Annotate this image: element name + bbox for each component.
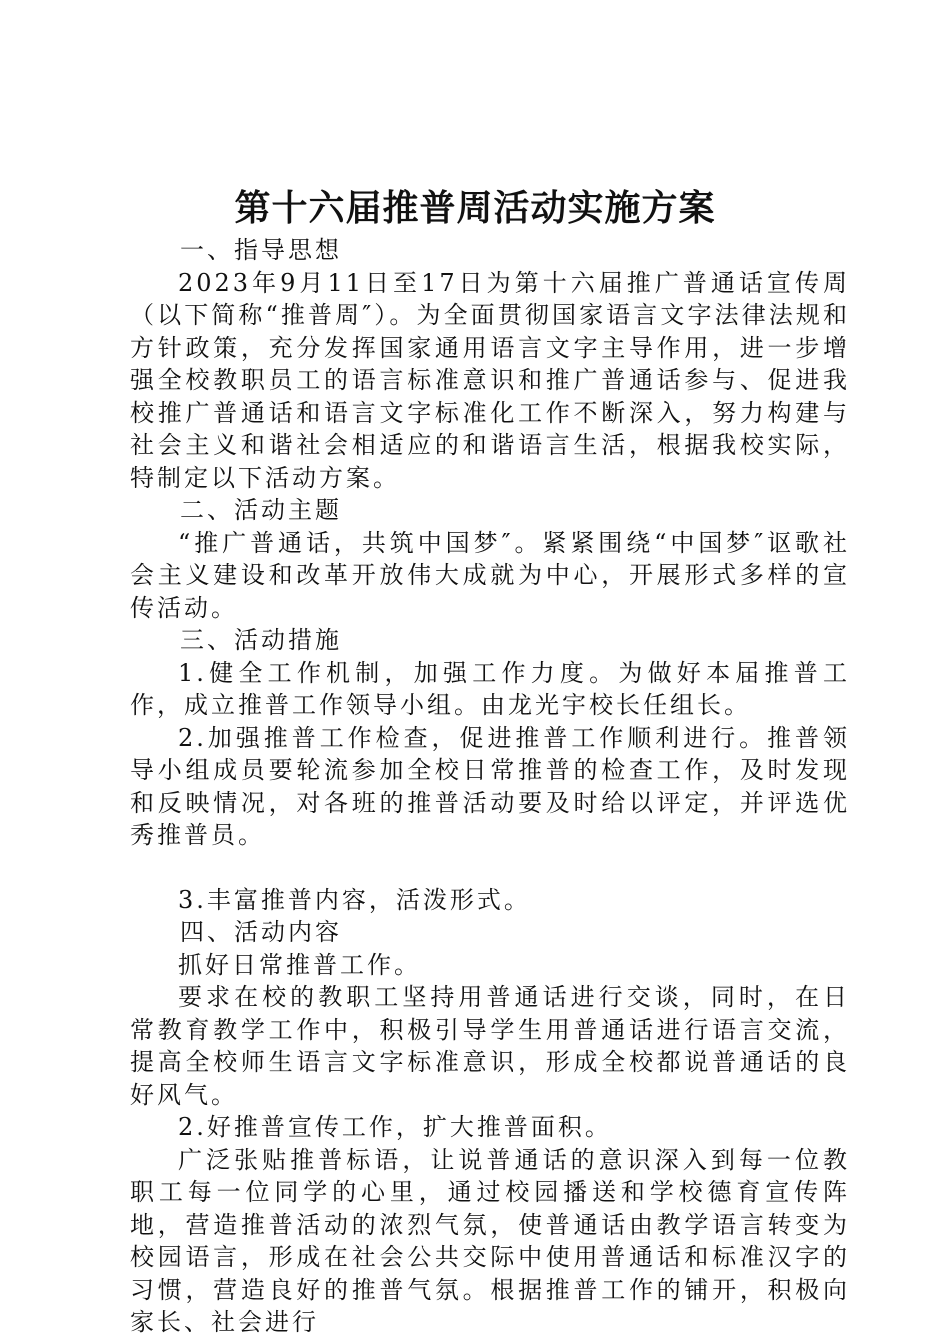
paragraph-activity-theme: “推广普通话，共筑中国梦″。紧紧围绕“中国梦″讴歌社会主义建设和改革开放伟大成就为中心，开展形式多样的宣传活动。 [130,528,850,622]
paragraph-publicity: 2.好推普宣传工作，扩大推普面积。 [178,1113,612,1141]
paragraph-daily-work: 抓好日常推普工作。 [178,950,421,979]
blank-line [130,852,850,884]
section-heading-activity-content: 四、活动内容 [180,918,342,946]
paragraph-measure-1: 1.健全工作机制，加强工作力度。为做好本届推普工作，成立推普工作领导小组。由龙光宇校长任组长。 [130,658,850,719]
document-body [130,234,850,1339]
paragraph-posters: 广泛张贴推普标语，让说普通话的意识深入到每一位教职工每一位同学的心里，通过校园播送和学校德育宣传阵地，营造推普活动的浓烈气氛，使普通话由教学语言转变为校园语言，形成在社会公共交际中使用普通话和标准汉字的习惯，营造良好的推普气氛。根据推普工作的铺开，积极向家长、社会进行 [130,1145,850,1336]
document-title: 第十六届推普周活动实施方案 [234,187,716,229]
paragraph-measure-3: 3.丰富推普内容，活泼形式。 [178,885,531,914]
section-heading-activity-theme: 二、活动主题 [180,496,342,524]
paragraph-requirements: 要求在校的教职工坚持用普通话进行交谈，同时，在日常教育教学工作中，积极引导学生用普通话进行语言交流，提高全校师生语言文字标准意识，形成全校都说普通话的良好风气。 [130,983,850,1109]
paragraph-measure-2: 2.加强推普工作检查，促进推普工作顺利进行。推普领导小组成员要轮流参加全校日常推普的检查工作，及时发现和反映情况，对各班的推普活动要及时给以评定，并评选优秀推普员。 [130,723,850,849]
paragraph-guiding-ideology: 2023年9月11日至17日为第十六届推广普通话宣传周（以下简称“推普周″）。为全面贯彻国家语言文字法律法规和方针政策，充分发挥国家通用语言文字主导作用，进一步增强全校教职员工的语言标准意识和推广普通话参与、促进我校推广普通话和语言文字标准化工作不断深入，努力构建与社会主义和谐社会相适应的和谐语言生活，根据我校实际，特制定以下活动方案。 [130,268,850,492]
section-heading-activity-measures: 三、活动措施 [180,626,342,654]
section-heading-guiding-ideology: 一、指导思想 [180,236,342,264]
